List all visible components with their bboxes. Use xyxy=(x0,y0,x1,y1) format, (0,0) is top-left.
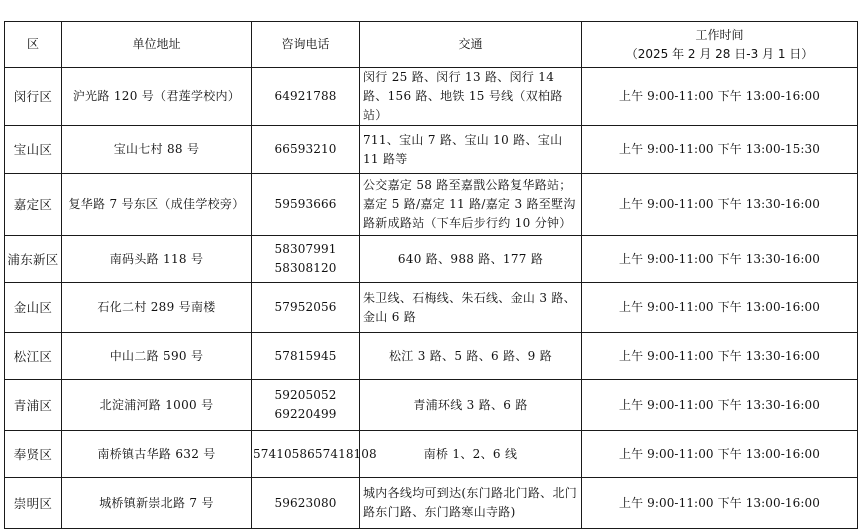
phone-cell xyxy=(252,333,360,380)
service-locations-table xyxy=(4,21,858,529)
table-body xyxy=(5,68,858,529)
phone-cell xyxy=(252,68,360,126)
district-cell: 青浦区 xyxy=(5,380,62,431)
transport-cell: 公交嘉定 58 路至嘉戬公路复华路站；嘉定 5 路/嘉定 11 路/嘉定 3 路至墅沟路新成路站（下车后步行约 10 分钟） xyxy=(360,174,582,236)
phone-cell xyxy=(252,174,360,236)
phone-cell xyxy=(252,126,360,174)
phone-number: 66593210 xyxy=(274,142,337,156)
table-row xyxy=(5,431,858,478)
phone-number: 59623080 xyxy=(274,495,337,510)
transport-cell: 青浦环线 3 路、6 路 xyxy=(360,380,582,431)
district-cell: 浦东新区 xyxy=(5,236,62,283)
phone-number: 57952056 xyxy=(274,300,337,314)
address-cell: 北淀浦河路 1000 号 xyxy=(62,380,252,431)
phone-number: 57815945 xyxy=(274,348,337,363)
address-cell: 沪光路 120 号（君莲学校内） xyxy=(62,68,252,126)
district-cell: 嘉定区 xyxy=(5,174,62,236)
district-cell: 宝山区 xyxy=(5,126,62,174)
phone-number: 64921788 xyxy=(274,89,337,103)
hours-cell: 上午 9:00-11:00 下午 13:30-16:00 xyxy=(582,380,858,431)
header-phone: 咨询电话 xyxy=(252,22,360,68)
phone-cell xyxy=(252,283,360,333)
phone-cell xyxy=(252,380,360,431)
address-cell: 南码头路 118 号 xyxy=(62,236,252,283)
phone-number: 59593666 xyxy=(274,197,337,211)
district-cell: 金山区 xyxy=(5,283,62,333)
header-hours-title: 工作时间 xyxy=(695,27,744,42)
hours-cell: 上午 9:00-11:00 下午 13:00-16:00 xyxy=(582,478,858,529)
address-cell: 中山二路 590 号 xyxy=(62,333,252,380)
transport-cell: 朱卫线、石梅线、朱石线、金山 3 路、金山 6 路 xyxy=(360,283,582,333)
hours-cell: 上午 9:00-11:00 下午 13:00-16:00 xyxy=(582,68,858,126)
hours-cell: 上午 9:00-11:00 下午 13:30-16:00 xyxy=(582,174,858,236)
hours-cell: 上午 9:00-11:00 下午 13:30-16:00 xyxy=(582,236,858,283)
header-hours-dates: （2025 年 2 月 28 日-3 月 1 日） xyxy=(625,46,814,61)
table-row xyxy=(5,126,858,174)
table-row xyxy=(5,478,858,529)
transport-cell: 闵行 25 路、闵行 13 路、闵行 14 路、156 路、地铁 15 号线（双柏路站） xyxy=(360,68,582,126)
address-cell: 南桥镇古华路 632 号 xyxy=(62,431,252,478)
phone-number: 5741058657418108 xyxy=(253,446,377,461)
hours-cell: 上午 9:00-11:00 下午 13:00-16:00 xyxy=(582,283,858,333)
address-cell: 城桥镇新崇北路 7 号 xyxy=(62,478,252,529)
transport-cell: 640 路、988 路、177 路 xyxy=(360,236,582,283)
district-cell: 崇明区 xyxy=(5,478,62,529)
transport-cell: 711、宝山 7 路、宝山 10 路、宝山 11 路等 xyxy=(360,126,582,174)
phone-number: 59205052 xyxy=(274,388,337,402)
transport-cell: 南桥 1、2、6 线 xyxy=(360,431,582,478)
table-row xyxy=(5,283,858,333)
address-cell: 宝山七村 88 号 xyxy=(62,126,252,174)
header-district: 区 xyxy=(5,22,62,68)
hours-cell: 上午 9:00-11:00 下午 13:00-15:30 xyxy=(582,126,858,174)
table-row xyxy=(5,380,858,431)
hours-cell: 上午 9:00-11:00 下午 13:30-16:00 xyxy=(582,333,858,380)
phone-number: 69220499 xyxy=(274,407,337,421)
header-address: 单位地址 xyxy=(62,22,252,68)
transport-cell: 城内各线均可到达(东门路北门路、北门路东门路、东门路寒山寺路) xyxy=(360,478,582,529)
district-cell: 闵行区 xyxy=(5,68,62,126)
district-cell: 松江区 xyxy=(5,333,62,380)
address-cell: 石化二村 289 号南楼 xyxy=(62,283,252,333)
table-row xyxy=(5,68,858,126)
table-row xyxy=(5,174,858,236)
header-hours xyxy=(582,22,858,68)
phone-cell xyxy=(252,431,377,478)
table-row xyxy=(5,236,858,283)
transport-cell: 松江 3 路、5 路、6 路、9 路 xyxy=(360,333,582,380)
phone-number: 58308120 xyxy=(274,261,337,275)
header-transport: 交通 xyxy=(360,22,582,68)
phone-cell xyxy=(252,236,360,283)
phone-cell xyxy=(252,478,360,529)
header-row xyxy=(5,22,858,68)
phone-number: 58307991 xyxy=(274,242,337,256)
table-row xyxy=(5,333,858,380)
address-cell: 复华路 7 号东区（成佳学校旁） xyxy=(62,174,252,236)
hours-cell: 上午 9:00-11:00 下午 13:00-16:00 xyxy=(582,431,858,478)
district-cell: 奉贤区 xyxy=(5,431,62,478)
